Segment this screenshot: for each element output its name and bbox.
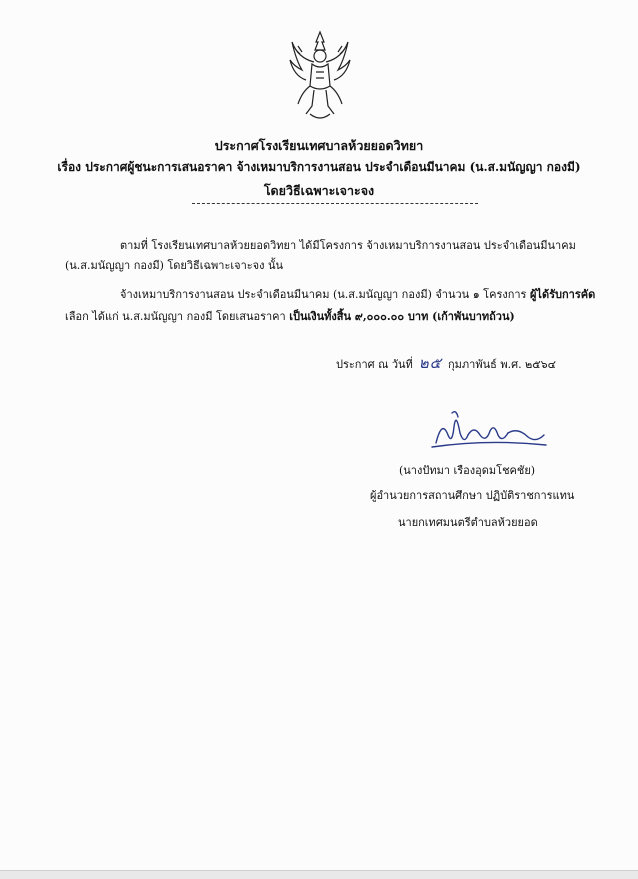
signatory-position: ผู้อำนวยการสถานศึกษา ปฏิบัติราชการแทน [370,489,575,502]
paragraph-2-line-2-text-a: เลือก ได้แก่ น.ส.มนัญญา กองมี โดยเสนอราคา [65,310,290,323]
announcement-subject: เรื่อง ประกาศผู้ชนะการเสนอราคา จ้างเหมาบริการงานสอน ประจำเดือนมีนาคม (น.ส.มนัญญา กองมี) [57,160,581,174]
announcement-method: โดยวิธีเฉพาะเจาะจง [263,183,375,198]
signatory-office: นายกเทศมนตรีตำบลห้วยยอด [398,516,538,529]
date-month-year: กุมภาพันธ์ พ.ศ. ๒๕๖๔ [448,358,556,371]
separator-line [192,203,478,204]
body-paragraph-2-line-2 [65,307,515,325]
body-paragraph-1-line-2: (น.ส.มนัญญา กองมี) โดยวิธีเฉพาะเจาะจง นั้น [65,259,284,272]
paragraph-2-line-2-text-b: เป็นเงินทั้งสิ้น ๙,๐๐๐.๐๐ บาท (เก้าพันบาทถ้วน) [289,310,515,323]
date-day-handwritten: ๒๕ [418,354,443,372]
date-prefix: ประกาศ ณ วันที่ [336,358,413,371]
announcement-title: ประกาศโรงเรียนเทศบาลห้วยยอดวิทยา [214,138,424,153]
announcement-date [336,351,556,375]
body-paragraph-2-line-1 [120,285,595,303]
garuda-emblem-icon [288,30,352,124]
signatory-name: (นางปัทมา เรืองอุดมโชคชัย) [399,464,536,477]
handwritten-signature [428,405,548,451]
body-paragraph-1-line-1: ตามที่ โรงเรียนเทศบาลห้วยยอดวิทยา ได้มีโครงการ จ้างเหมาบริการงานสอน ประจำเดือนมีนาคม [120,239,576,252]
paragraph-2-text-b: ผู้ได้รับการคัด [529,288,596,301]
paragraph-2-text-a: จ้างเหมาบริการงานสอน ประจำเดือนมีนาคม (น.ส.มนัญญา กองมี) จำนวน ๑ โครงการ [120,288,530,301]
